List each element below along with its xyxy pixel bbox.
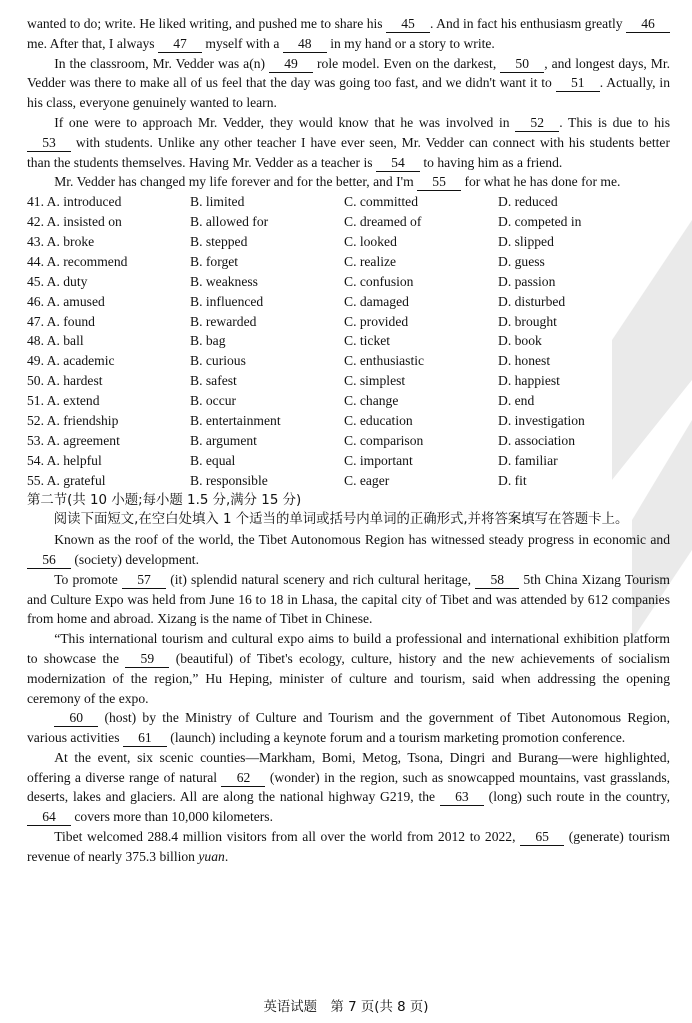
option-choice: 41. A. introduced [27,194,122,210]
passage-text: Mr. Vedder has changed my life forever and for the better, and I'm [54,174,418,190]
option-choice: D. happiest [498,373,560,389]
option-choice: C. comparison [344,432,424,448]
option-choice: C. confusion [344,273,414,289]
passage-text: to having him as a friend. [419,154,563,170]
option-row [27,371,670,391]
option-row [27,451,670,471]
blank-number: 56 [27,552,71,569]
blank-number: 60 [54,710,98,727]
option-row [27,391,670,411]
option-row [27,471,670,491]
passage-text: If one were to approach Mr. Vedder, they would know that he was involved in [54,114,516,130]
option-choice: 43. A. broke [27,233,95,249]
option-row [27,411,670,431]
passage-text: wanted to do; write. He liked writing, and pushed me to share his [27,16,387,31]
option-choice: C. eager [344,472,390,488]
option-choice: 54. A. helpful [27,452,102,468]
option-choice: B. influenced [190,293,264,309]
passage-text: (long) such route in the country, [483,789,670,805]
passage-text: 5th China Xizang Tourism and Culture Expo was held from June 16 to 18 in Lhasa, the capital city of Tibet and was attended by 612 companies from home and abroad. Xizang is the name of Tibet in Chinese. [27,571,671,627]
passage-text: To promote [54,571,123,587]
option-choice: B. occur [190,393,237,409]
passage1-paragraph [27,113,670,172]
option-choice: D. disturbed [498,293,566,309]
passage-text: In the classroom, Mr. Vedder was a(n) [54,55,270,71]
option-choice: C. committed [344,194,419,210]
passage2-paragraph [27,827,670,867]
option-choice: D. guess [498,253,545,269]
blank-number: 57 [122,572,166,589]
blank-number: 47 [158,36,202,53]
option-choice: D. brought [498,313,557,329]
blank-number: 62 [221,770,265,787]
passage-text: yuan [198,848,225,864]
option-choice: C. damaged [344,293,409,309]
options-list [27,192,670,490]
passage1-paragraph [27,14,670,54]
blank-number: 46 [626,16,670,33]
passage-text: (launch) including a keynote forum and a tourism marketing promotion conference. [166,730,626,746]
option-choice: C. dreamed of [344,214,422,230]
option-choice: 55. A. grateful [27,472,106,488]
passage-text: . This is due to his [559,114,670,130]
option-choice: B. safest [190,373,237,389]
option-row [27,192,670,212]
passage1-paragraph [27,54,670,113]
passage-text: . Actually, in his class, everyone genuinely wanted to learn. [27,75,671,111]
option-choice: 42. A. insisted on [27,214,122,230]
option-choice: C. simplest [344,373,406,389]
option-choice: D. fit [498,472,527,488]
blank-number: 63 [440,789,484,806]
option-choice: D. honest [498,353,551,369]
option-choice: 48. A. ball [27,333,84,349]
blank-number: 52 [515,115,559,132]
passage-text: for what he has done for me. [461,174,621,190]
option-choice: B. weakness [190,273,258,289]
passage2-paragraph [27,708,670,748]
passage2-paragraph [27,570,670,629]
option-row [27,272,670,292]
blank-number: 64 [27,809,71,826]
passage-text: with students. Unlike any other teacher I have ever seen, Mr. Vedder can connect with his students better than the students themselves. Having Mr. Vedder as a teacher is [27,134,670,170]
option-choice: B. allowed for [190,214,269,230]
passage-text: Tibet welcomed 288.4 million visitors from all over the world from 2012 to 2022, [54,829,521,845]
blank-number: 65 [520,829,564,846]
option-choice: B. stepped [190,233,248,249]
passage-text: . [224,848,229,864]
passage-text: At the event, six scenic counties—Markham, Bomi, Metog, Tsona, Dingri and Burang—were highlighted, offering a diverse range of natural [27,749,670,785]
section2-instruction: 阅读下面短文,在空白处填入 1 个适当的单词或括号内单词的正确形式,并将答案填写在答题卡上。 [53,512,629,528]
passage-text: “This international tourism and cultural expo aims to build a professional and international exhibition platform to showcase the [27,631,670,666]
blank-number: 50 [500,56,544,73]
option-choice: B. entertainment [190,412,281,428]
option-choice: B. responsible [190,472,268,488]
passage1-paragraph [27,172,670,192]
option-choice: B. limited [190,194,245,210]
option-choice: C. change [344,393,399,409]
option-choice: C. looked [344,233,397,249]
blank-number: 53 [27,135,71,152]
blank-number: 54 [376,155,420,172]
option-choice: D. investigation [498,412,585,428]
passage2-paragraph [27,629,670,708]
passage-text: , and longest days, Mr. Vedder was there to make all of us feel that the day was going too fast, and we didn't want it to [27,55,670,91]
passage-text: covers more than 10,000 kilometers. [71,809,273,825]
option-choice: D. passion [498,273,556,289]
option-choice: B. argument [190,432,257,448]
exam-page [27,14,670,867]
option-choice: D. competed in [498,214,582,230]
option-choice: B. rewarded [190,313,257,329]
passage-text: (society) development. [71,551,199,567]
passage-text: . And in fact his enthusiasm greatly [430,16,626,31]
option-choice: D. book [498,333,542,349]
option-choice: 51. A. extend [27,393,100,409]
passage2-paragraph [27,748,670,827]
passage-text: (host) by the Ministry of Culture and Tourism and the government of Tibet Autonomous Region, various activities [27,710,670,746]
option-choice: 53. A. agreement [27,432,120,448]
blank-number: 58 [475,572,519,589]
option-choice: D. reduced [498,194,558,210]
option-choice: 47. A. found [27,313,95,329]
option-choice: C. education [344,412,413,428]
option-choice: 45. A. duty [27,273,88,289]
passage-text: (it) splendid natural scenery and rich cultural heritage, [166,571,476,587]
option-row [27,232,670,252]
passage-text: myself with a [202,35,283,51]
option-row [27,331,670,351]
option-row [27,431,670,451]
option-row [27,212,670,232]
option-choice: B. equal [190,452,236,468]
option-choice: D. familiar [498,452,558,468]
option-choice: C. enthusiastic [344,353,425,369]
option-choice: 52. A. friendship [27,412,119,428]
passage-text: me. After that, I always [27,35,158,51]
option-row [27,292,670,312]
passage-text: in my hand or a story to write. [326,35,495,51]
passage2-paragraph [27,530,670,570]
option-choice: C. realize [344,253,397,269]
blank-number: 49 [269,56,313,73]
blank-number: 45 [386,16,430,33]
passage-text: Known as the roof of the world, the Tibet Autonomous Region has witnessed steady progress in economic and [54,532,670,548]
blank-number: 51 [556,75,600,92]
passage-text: (generate) tourism revenue of nearly 375.3 billion [27,829,670,864]
option-row [27,252,670,272]
option-row [27,351,670,371]
passage-text: (beautiful) of Tibet's ecology, culture, history and the new achievements of socialism modernization of the region,” Hu Heping, minister of culture and tourism, said when addressing the opening ceremony of the expo. [27,650,670,706]
option-choice: 49. A. academic [27,353,115,369]
option-row [27,312,670,332]
passage-text: (wonder) in the region, such as snowcapped mountains, vast grasslands, deserts, lakes and glaciers. All are along the national highway G219, the [27,769,671,805]
option-choice: B. bag [190,333,226,349]
option-choice: C. important [344,452,413,468]
blank-number: 48 [283,36,327,53]
blank-number: 59 [125,651,169,668]
page-footer: 英语试题 第 7 页(共 8 页) [263,1000,429,1015]
option-choice: D. end [498,393,535,409]
option-choice: C. provided [344,313,409,329]
option-choice: C. ticket [344,333,391,349]
option-choice: 46. A. amused [27,293,105,309]
section2-heading: 第二节(共 10 小题;每小题 1.5 分,满分 15 分) [27,492,302,508]
blank-number: 61 [123,730,167,747]
option-choice: D. association [498,432,576,448]
option-choice: 50. A. hardest [27,373,103,389]
option-choice: B. curious [190,353,246,369]
option-choice: D. slipped [498,233,554,249]
option-choice: 44. A. recommend [27,253,128,269]
option-choice: B. forget [190,253,239,269]
blank-number: 55 [417,174,461,191]
passage-text: role model. Even on the darkest, [313,55,501,71]
